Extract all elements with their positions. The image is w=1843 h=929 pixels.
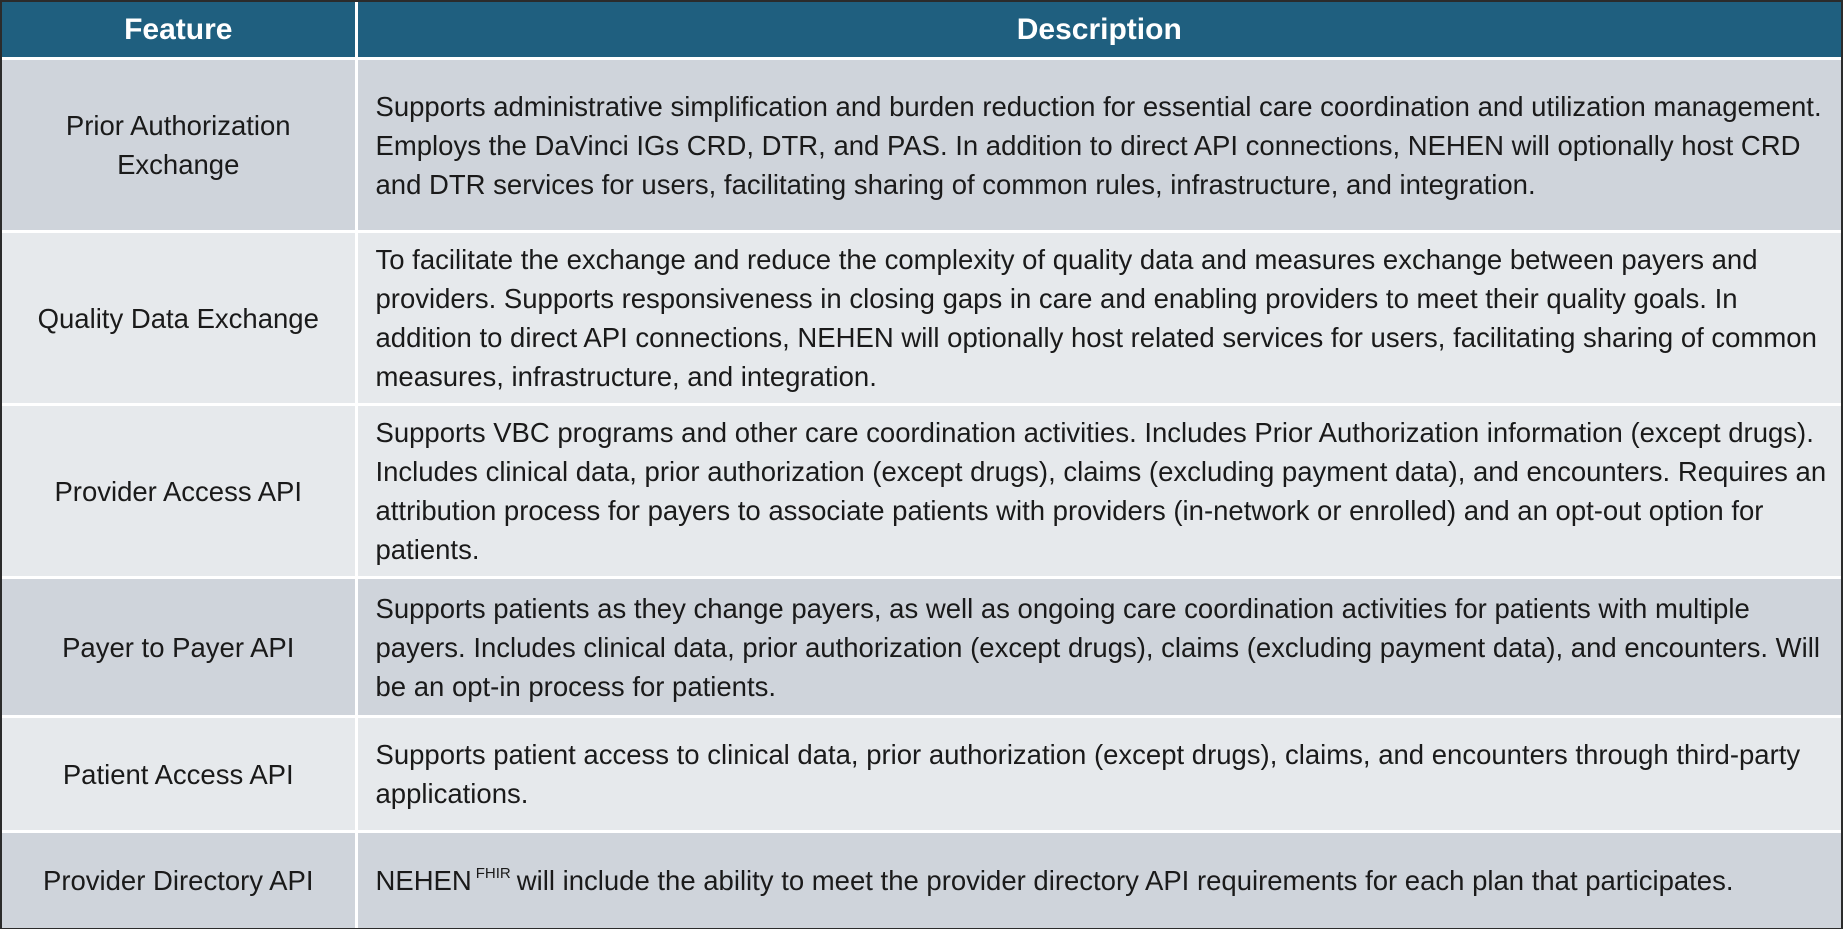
- description-cell: Supports patient access to clinical data, prior authorization (except drugs), claims, and encounters through third-party applications.: [356, 717, 1841, 832]
- feature-table: [2, 2, 1841, 928]
- table-row: [2, 59, 1841, 232]
- feature-cell: Quality Data Exchange: [2, 232, 356, 405]
- description-cell: [356, 832, 1841, 928]
- description-cell: Supports patients as they change payers, as well as ongoing care coordination activities for patients with multiple payers. Includes clinical data, prior authorization (except drugs), claims (excluding payment data), and encounters. Will be an opt-in process for patients.: [356, 578, 1841, 717]
- description-cell: To facilitate the exchange and reduce the complexity of quality data and measures exchange between payers and providers. Supports responsiveness in closing gaps in care and enabling providers to meet their quality goals. In addition to direct API connections, NEHEN will optionally host related services for users, facilitating sharing of common measures, infrastructure, and integration.: [356, 232, 1841, 405]
- table-row: [2, 232, 1841, 405]
- feature-cell: Provider Access API: [2, 405, 356, 578]
- table-row: [2, 832, 1841, 928]
- description-cell: Supports VBC programs and other care coordination activities. Includes Prior Authorization information (except drugs). Includes clinical data, prior authorization (except drugs), claims (excluding payment data), and encounters. Requires an attribution process for payers to associate patients with providers (in-network or enrolled) and an opt-out option for patients.: [356, 405, 1841, 578]
- description-text: will include the ability to meet the provider directory API requirements for each plan that participates.: [516, 864, 1734, 896]
- feature-cell: Patient Access API: [2, 717, 356, 832]
- table-header-row: [2, 2, 1841, 59]
- nehen-label: NEHEN: [375, 864, 472, 896]
- header-feature: Feature: [2, 2, 356, 59]
- header-description: Description: [356, 2, 1841, 59]
- table-row: [2, 717, 1841, 832]
- table-row: [2, 578, 1841, 717]
- feature-cell: Prior Authorization Exchange: [2, 59, 356, 232]
- fhir-superscript: FHIR: [475, 864, 511, 882]
- table-row: [2, 405, 1841, 578]
- feature-cell: Payer to Payer API: [2, 578, 356, 717]
- description-cell: Supports administrative simplification and burden reduction for essential care coordination and utilization management. Employs the DaVinci IGs CRD, DTR, and PAS. In addition to direct API connections, NEHEN will optionally host CRD and DTR services for users, facilitating sharing of common rules, infrastructure, and integration.: [356, 59, 1841, 232]
- feature-cell: Provider Directory API: [2, 832, 356, 928]
